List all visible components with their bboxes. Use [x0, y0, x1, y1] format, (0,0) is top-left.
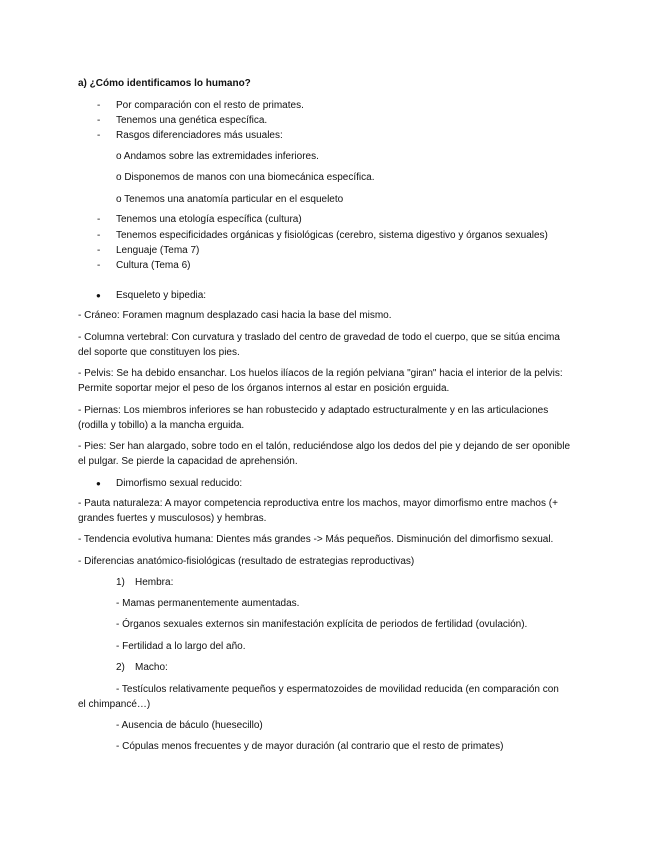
paragraph: el pulgar. Se pierde la capacidad de aprehensión.: [78, 456, 298, 467]
list-item: Lenguaje (Tema 7): [116, 245, 200, 256]
section-title: Dimorfismo sexual reducido:: [116, 478, 243, 489]
dash-marker: -: [97, 260, 101, 271]
list-item: Tenemos especificidades orgánicas y fisiológicas (cerebro, sistema digestivo y órganos sexuales): [116, 230, 548, 241]
list-item: Cultura (Tema 6): [116, 260, 191, 271]
bullet-icon: ●: [96, 479, 101, 488]
sub-paragraph: - Mamas permanentemente aumentadas.: [116, 598, 300, 609]
paragraph: Permite soportar mejor el peso de los órganos internos al estar en posición erguida.: [78, 383, 450, 394]
sub-paragraph: - Ausencia de báculo (huesecillo): [116, 720, 263, 731]
enum-label: Macho:: [135, 662, 168, 673]
bullet-icon: ●: [96, 291, 101, 300]
sub-list-item: o Andamos sobre las extremidades inferiores.: [116, 151, 319, 162]
list-item: Por comparación con el resto de primates.: [116, 100, 304, 111]
list-item: Rasgos diferenciadores más usuales:: [116, 130, 283, 141]
enum-number: 2): [116, 662, 125, 673]
dash-marker: -: [97, 130, 101, 141]
paragraph: grandes fuertes y musculosos) y hembras.: [78, 513, 267, 524]
dash-marker: -: [97, 245, 101, 256]
sub-list-item: o Disponemos de manos con una biomecánica específica.: [116, 172, 375, 183]
sub-paragraph: - Fertilidad a lo largo del año.: [116, 641, 246, 652]
list-item: Tenemos una etología específica (cultura): [116, 214, 302, 225]
paragraph: - Pies: Ser han alargado, sobre todo en el talón, reduciéndose algo los dedos del pie y dejando de ser oponible: [78, 441, 571, 452]
paragraph: - Cráneo: Foramen magnum desplazado casi hacia la base del mismo.: [78, 310, 392, 321]
sub-paragraph: - Órganos sexuales externos sin manifestación explícita de periodos de fertilidad (ovulación).: [116, 619, 528, 630]
paragraph: (rodilla y tobillo) a la mancha erguida.: [78, 420, 245, 431]
paragraph: del soporte que constituyen los pies.: [78, 347, 240, 358]
dash-marker: -: [97, 100, 101, 111]
sub-paragraph: - Cópulas menos frecuentes y de mayor duración (al contrario que el resto de primates): [116, 741, 504, 752]
paragraph: - Tendencia evolutiva humana: Dientes más grandes -> Más pequeños. Disminución del dimorfismo sexual.: [78, 534, 554, 545]
heading: a) ¿Cómo identificamos lo humano?: [78, 78, 251, 89]
enum-label: Hembra:: [135, 577, 174, 588]
enum-number: 1): [116, 577, 125, 588]
paragraph: - Pelvis: Se ha debido ensanchar. Los huelos ilíacos de la región pelviana "giran" hacia el interior de la pelvis:: [78, 368, 563, 379]
section-title: Esqueleto y bipedia:: [116, 290, 207, 301]
paragraph: - Pauta naturaleza: A mayor competencia reproductiva entre los machos, mayor dimorfismo entre machos (+: [78, 498, 558, 509]
dash-marker: -: [97, 230, 101, 241]
paragraph: - Piernas: Los miembros inferiores se han robustecido y adaptado estructuralmente y en las articulaciones: [78, 405, 549, 416]
sub-paragraph: el chimpancé…): [78, 699, 151, 710]
dash-marker: -: [97, 115, 101, 126]
sub-list-item: o Tenemos una anatomía particular en el esqueleto: [116, 194, 344, 205]
paragraph: - Columna vertebral: Con curvatura y traslado del centro de gravedad de todo el cuerpo, que se sitúa encima: [78, 332, 560, 343]
paragraph: - Diferencias anatómico-fisiológicas (resultado de estrategias reproductivas): [78, 556, 415, 567]
list-item: Tenemos una genética específica.: [116, 115, 268, 126]
sub-paragraph: - Testículos relativamente pequeños y espermatozoides de movilidad reducida (en comparación con: [116, 684, 559, 695]
dash-marker: -: [97, 214, 101, 225]
